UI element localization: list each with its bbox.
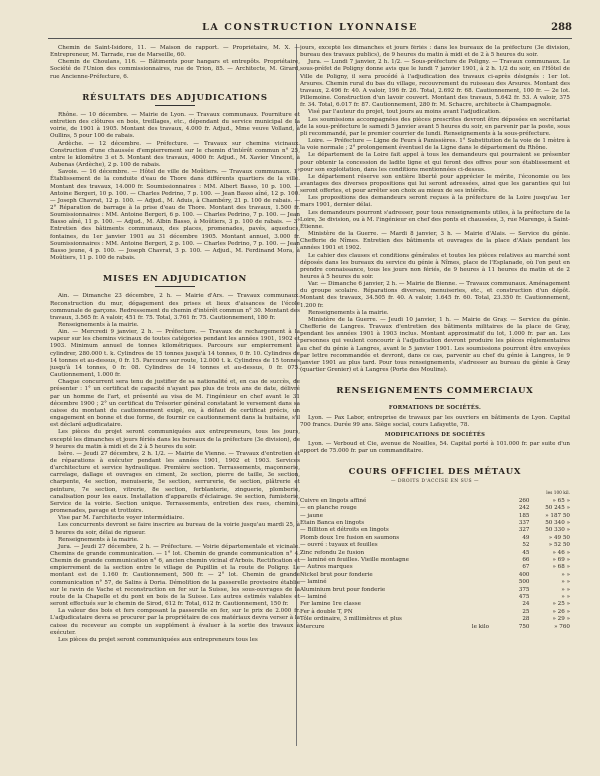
metaux-label-cell: Tôle ordinaire, 3 millimètres et plus: [300, 616, 402, 623]
notice-paragraph: Ministère de la Guerre. — Jeudi 10 janvier, 1 h. — Mairie de Gray. — Service du génie. Chefferie de Langres. Travaux d'entretien des bâtiments militaires de la place de Gray, pendant les années 1901 à 1903 inclus. Montant approximatif du lot, 1.000 fr. par an. Les personnes qui veulent concourir à l'adjudication devront produire les pièces réglementaires au chef du génie à Langres, avant le 5 janvier 1901. Les soumissions pourront être envoyées par lettre recommandée et devront, dans ce cas, parvenir au chef du génie à Langres, le 9 janvier 1901 au plus tard. Pour tous renseignements, s'adresser au bureau du génie à Gray (quartier Grenier) et à Langres (Porte des Moulins).: [300, 316, 570, 374]
metaux-fr-cell: » 69 »: [552, 557, 570, 563]
metaux-row: [300, 572, 570, 579]
metaux-fr-cell: 50 340 »: [545, 519, 570, 526]
metaux-unit-cell: le kilo: [471, 623, 489, 630]
section-separator: [155, 105, 195, 106]
metaux-fr-cell: » »: [561, 571, 570, 578]
metaux-unit-cell: [462, 564, 489, 571]
notice-paragraph: Le cahier des clauses et conditions générales et toutes les pièces relatives au marché sont déposés dans les bureaux du service du génie à Nîmes, place de l'Esplanade, où l'on peut en prendre connaissance, tous les jours non fériés, de 9 heures à 11 heures du matin et de 2 heures à 5 heures du soir.: [300, 252, 570, 280]
metaux-row: [300, 587, 570, 594]
metaux-unit-cell: [462, 535, 489, 542]
metaux-val-cell: 185: [518, 512, 530, 519]
mise-item: Ain. — Dimanche 23 décembre, 2 h. — Mairie d'Ars. — Travaux communaux. Reconstruction du mur, dégagement des prises et lieux d'aisances de l'école communale de garçons. Redressement du chemin d'intérêt commun n° 30. Montant des travaux, 3.565 fr. A valoir, 451 fr. 75. Total, 3.761 fr. 75. Cautionnement, 180 fr.: [50, 293, 300, 321]
metaux-val-cell: 24: [522, 601, 530, 608]
notice-paragraph: Les demandeurs pourront s'adresser, pour tous renseignements utiles, à la préfecture de la Loire, 3e division, ou à M. l'ingénieur en chef des ponts et chaussées, 3, rue Marengo, à Saint-Étienne.: [300, 209, 570, 230]
metaux-label-cell: Zinc refondu 2e fusion: [300, 549, 365, 556]
metaux-fr-cell: 50 245 »: [545, 505, 570, 512]
metaux-label-cell: — Autres marques: [300, 564, 353, 571]
resultat-item: Savoie. — 16 décembre. — Hôtel de ville de Moûtiers. — Travaux communaux. 1° Établissement de la conduite d'eau de Thore dans différents quartiers de la ville. Montant des travaux, 14.000 fr. Soumissionnaires : MM. Albert Basso, 10 p. 100. — Antoine Bergeri, 10 p. 100. — Charles Pedrino, 7 p. 100. — Jean Basso aîné, 12 p. 100. — Joseph Chavrat, 12 p. 100. — Adjud., M. Aduis, à Chambéry, 21 p. 100 de rabais. — 2° Réparation de barrage à la prise d'eau de Thore. Montant des travaux, 1.500 fr. Soumissionnaires : MM. Antoine Bergeri, 6 p. 100. — Charles Pedrino, 7 p. 100. — Jean Basso aîné, 11 p. 100. — Adjud., M. Albin Basso, à Moûtiers, 3 p. 100 de rabais. — 3° Entretien des bâtiments communaux, des places, promenades, pavés, aqueducs, fontaines, du 1er janvier 1901 au 31 décembre 1905. Montant annuel, 3.000 fr. Soumissionnaires : MM. Antoine Bergeri, 2 p. 100. — Charles Pedrino, 7 p. 100. — Jean Basso jeune, 4 p. 100. — Joseph Chavrat, 3 p. 100. — Adjud., M. Ferdinand Mora, à Moûtiers, 11 p. 100 de rabais.: [50, 169, 300, 262]
metaux-subheading: — DROITS D'ACCISE EN SUS —: [390, 479, 479, 485]
metaux-row: [300, 527, 570, 534]
metaux-label-cell: Fer à double T, PN: [300, 608, 353, 615]
intro-paragraph: Chemin de Choulans, 116. — Bâtiments pour hangars et entrepôts. Propriétaire, Société de l'Union des commissionnaires, rue de Trion, 85. — Architecte, M. Girard, rue Ancienne-Préfecture, 6.: [50, 59, 300, 80]
metaux-heading: COURS OFFICIEL DES MÉTAUX: [348, 467, 522, 478]
header-rule: [48, 38, 572, 39]
metaux-row: [300, 498, 570, 505]
metaux-label-cell: — laminé: [300, 594, 327, 601]
metaux-row: [300, 542, 570, 549]
metaux-val-cell: 475: [518, 594, 530, 601]
metaux-row: [300, 564, 570, 571]
metaux-val-cell: 28: [522, 616, 530, 623]
metaux-val-cell: 49: [522, 534, 530, 541]
metaux-fr-cell: » 49 50: [548, 534, 570, 541]
metaux-fr-cell: » 68 »: [552, 564, 570, 571]
notice-paragraph: Loire. — Préfecture — Ligne de Feurs à Panissières. 1° Substitution de la voie de 1 mètre à la voie normale ; 2° prolongement éventuel de la Ligne dans le département du Rhône.: [300, 138, 570, 152]
metaux-unit-cell: [462, 572, 489, 579]
mise-item: La valeur des bois et fers composant la passerelle en fer, sur le prix de 2.000 fr. L'adjudicataire devra se procurer par la propriétaire de ces matériaux devra verser à la caisse du receveur au compte un supplément à évaluer à la sortie des travaux à exécuter.: [50, 608, 300, 636]
metaux-label-cell: — en planche rouge: [300, 505, 357, 512]
metaux-unit-cell: [462, 520, 489, 527]
metaux-row: [300, 594, 570, 601]
metaux-fr-cell: » 760: [554, 623, 570, 630]
notice-paragraph: Les soumissions accompagnées des pièces prescrites devront être déposées en secrétariat de la sous-préfecture le samedi 5 janvier avant 5 heures du soir, en parvenir par la poste, sous pli recommandé, par le premier courrier de lundi. Renseignements à la sous-préfecture.: [300, 116, 570, 137]
continuation-paragraph: jours, excepté les dimanches et jours fériés : dans les bureaux de la préfecture (3e division, bureau des travaux publics), de 9 heures du matin à midi et de 2 à 5 heures du soir.: [300, 45, 570, 59]
resultat-item: Rhône. — 10 décembre. — Mairie de Lyon. — Travaux communaux. Fourniture et entretien des clôtures en bois, treillages, etc., dépendant du service municipal de la voirie, de 1901 à 1905. Montant des travaux, 4.000 fr. Adjud., Mme veuve Volland, à Oullins, 5 pour 100 de rabais.: [50, 111, 300, 140]
notice-paragraph: Le département de la Loire fait appel à tous les demandeurs qui pourraient se présenter pour obtenir la concession de ladite ligne et qui feront des offres pour son établissement et pour son exploitation, dans les conditions mentionnées ci-dessus.: [300, 152, 570, 173]
metaux-fr-cell: 50 330 »: [545, 527, 570, 534]
metaux-label-cell: — laminé en feuilles. Vieille montagne: [300, 557, 409, 563]
metaux-fr-cell: » 46 »: [552, 549, 570, 556]
section-separator: [155, 286, 195, 287]
metaux-val-cell: 52: [522, 542, 530, 549]
mise-item: Renseignements à la mairie.: [58, 322, 139, 328]
metaux-label-cell: Plomb doux 1re fusion en saumons: [300, 534, 400, 541]
metaux-val-cell: 25: [522, 608, 530, 615]
metaux-row: [300, 505, 570, 512]
metaux-val-cell: 327: [518, 527, 530, 534]
metaux-label-cell: — Billiton et détroits en lingots: [300, 527, 389, 534]
mise-item: Vise par M. l'architecte voyer intermédiaire.: [58, 515, 185, 522]
metaux-unit-cell: [462, 498, 489, 505]
notice-paragraph: Le département réserve son entière liberté pour apprécier le mérite, l'économie ou les avantages des diverses propositions qui lui seront adressées, ainsi que les garanties qui lui seront offertes, et pour arrêter son choix au mieux de ses intérêts.: [300, 173, 570, 195]
metaux-unit-cell: [462, 550, 489, 557]
mise-item: Renseignements à la mairie.: [58, 536, 139, 543]
mises-heading: MISES EN ADJUDICATION: [102, 274, 248, 285]
metaux-fr-cell: » 52 50: [548, 542, 570, 549]
mise-item: Ain. — Mercredi 9 janvier, 2 h. — Préfecture. — Travaux de rechargement à la vapeur sur les chemins vicinaux de toutes catégories pendant les années 1901, 1902 et 1903. Minimum annuel de tonnes kilométriques. Parcours sur empierrement à cylindrer, 280.000 t. k. Cylindres de 15 tonnes jusqu'à 14 tonnes, 0 fr. 10. Cylindres de 14 tonnes et au-dessus, 0 fr. 15. Parcours sur route, 12.000 t. k. Cylindres de 15 tonnes jusqu'à 14 tonnes, 0 fr. 08. Cylindres de 14 tonnes et au-dessus, 0 fr. 075. Cautionnement, 1.000 fr.: [50, 329, 300, 379]
right-column: [300, 45, 570, 756]
metaux-unit-cell: [462, 557, 489, 564]
mise-item: Les pièces du projet seront communiquées aux entrepreneurs tous les: [58, 636, 258, 643]
notice-paragraph: Var. — Dimanche 6 janvier, 2 h. — Mairie de Bienne. — Travaux communaux. Aménagement du groupe scolaire. Réparations diverses, menuiseries, etc., et construction d'un dépôt. Montant des travaux, 34.505 fr. 40. A valoir, 1.645 fr. 60. Total, 23.350 fr. Cautionnement, 1.200 fr.: [300, 281, 570, 309]
metaux-fr-cell: » »: [561, 594, 570, 601]
metaux-fr-cell: » 26 »: [552, 608, 570, 615]
notice-paragraph: Jura. — Lundi 7 janvier, 2 h. 1/2. — Sous-préfecture de Poligny. — Travaux communaux. Le sous-préfet de Poligny donne avis que le lundi 7 janvier 1901, à 2 h. 1/2 du soir, en l'Hôtel de Ville de Poligny, il sera procédé à l'adjudication des travaux ci-après désignés : 1er lot. Arsures. Chemin rural du bas du village, recouvrement du ruisseau des Arsures. Montant des travaux, 2.496 fr. 40. A valoir, 196 fr. 26. Total, 2.692 fr. 68. Cautionnement, 100 fr. — 2e lot. Pillemoine. Construction d'un lavoir couvert. Montant des travaux, 5.642 fr. 53. A valoir, 375 fr. 34. Total, 6.017 fr. 87. Cautionnement, 280 fr. M. Schacre, architecte à Champagnole.: [300, 59, 570, 109]
metaux-fr-cell: » 25 »: [552, 601, 570, 608]
mise-item: Isère. — Jeudi 27 décembre, 2 h. 1/2. — Mairie de Vienne. — Travaux d'entretien et de réparations à exécuter pendant les années 1901, 1902 et 1903. Services d'architecture et service hydraulique. Première section. Terrassements, maçonnerie, carrelage, dallage et ouvrages en ciment, 2e section, pierre de taille, 3e section, charpente, 4e section, menuiserie, 5e section, serrurerie, 6e section, plâtrerie et peinture, 7e section, vitrerie, 8e section, ferblanterie, zinguerie, plomberie, canalisation pour les eaux. Installation d'appareils d'éclairage. 9e section, fumisterie, Service de la voirie. Section unique. Terrassements, entretien des rues, chemins, promenades, pavage et trottoirs.: [50, 450, 300, 515]
mise-item: Les pièces du projet seront communiquées aux entrepreneurs, tous les jours, excepté les dimanches et jours fériés dans les bureaux de la préfecture (3e division), de 9 heures du matin à midi et de 2 à 5 heures du soir.: [50, 429, 300, 450]
modifications-heading: MODIFICATIONS DE SOCIÉTÉS: [384, 431, 486, 438]
metaux-table: [300, 498, 570, 631]
resultat-item: Ardèche. — 12 décembre. — Préfecture. — Travaux sur chemins vicinaux. Construction d'une chaussée d'empierrement sur le chemin d'intérêt commun n° 25, entre le kilomètre 3 et 5. Montant des travaux, 4000 fr. Adjud., M. Xavier Vincent, à Aubenas (Ardèche), 2 p. 100 de rabais.: [50, 140, 300, 169]
metaux-unit-cell: [462, 609, 489, 616]
metaux-fr-cell: » »: [561, 579, 570, 586]
metaux-label-cell: — ouvré : tuyaux et feuilles: [300, 542, 378, 549]
metaux-row: [300, 550, 570, 557]
metaux-label-cell: — jaune: [300, 512, 323, 519]
metaux-unit-cell: [462, 616, 489, 623]
modification-item: Lyon. — Verboud et Cie, avenue de Noailles, 54. Capital porté à 101.000 fr. par suite d'un apport de 75.000 fr. par un commanditaire.: [300, 440, 570, 455]
intro-paragraph: Chemin de Saint-Isidore, 11. — Maison de rapport. — Propriétaire, M. X. — Entrepreneur, M. Tarrade, rue de Marseille, 60.: [50, 45, 300, 59]
metaux-unit-cell: [462, 601, 489, 608]
metaux-val-cell: 500: [518, 579, 530, 586]
metaux-fr-cell: » »: [561, 586, 570, 593]
metaux-val-cell: 400: [518, 571, 530, 578]
page-header: [48, 22, 572, 38]
metaux-label-cell: Nickel brut pour fonderie: [300, 571, 373, 578]
metaux-row: [300, 557, 570, 564]
metaux-unit-label: les 100 kil.: [546, 490, 570, 496]
metaux-unit-cell: [462, 594, 489, 601]
metaux-row: [300, 579, 570, 586]
metaux-fr-cell: » 29 »: [552, 616, 570, 623]
metaux-val-cell: 45: [522, 549, 530, 556]
mise-item: Les concurrents devront se faire inscrire au bureau de la voirie jusqu'au mardi 25, à 5 heures du soir, délai de rigueur.: [50, 522, 300, 536]
page-number: 288: [551, 22, 572, 33]
metaux-val-cell: 375: [518, 586, 530, 593]
metaux-val-cell: 260: [518, 497, 530, 504]
metaux-row: [300, 624, 570, 631]
journal-title: LA CONSTRUCTION LYONNAISE: [202, 22, 418, 33]
metaux-unit-cell: [462, 579, 489, 586]
metaux-unit-cell: [462, 513, 489, 520]
formations-heading: FORMATIONS DE SOCIÉTÉS.: [388, 405, 482, 412]
metaux-val-cell: 242: [518, 505, 530, 512]
metaux-label-cell: Fer lamine 1re classe: [300, 601, 361, 608]
section-separator: [415, 398, 455, 399]
mise-item: Jura. — Jeudi 27 décembre, 2 h. — Préfecture. — Voirie départementale et vicinale. Chemins de grande communication. — 1° lot. Chemin de grande communication n° 4. Chemin de grande communication n° 6, ancien chemin vicinal d'Arbois. Rectification et empierrement de la section entre le village de Pupillin et la route de Poligny. Le montant est de 1.160 fr. Cautionnement, 500 fr. — 2° lot. Chemin de grande communication n° 57, de Salins à Doria. Démolition de la passerelle provisoire établie sur le ravin de Vache et reconstruction en fer sur la Suisse, les sous-ouvrages de la route de la Chapelle et du pont en bois de la Suisse. Les autres estimés valables et seront effectués sur le chemin de Sirod, 612 fr. Total, 612 fr. Cautionnement, 150 fr.: [50, 543, 300, 608]
formation-item: Lyon. — Pax Labor, entreprise de travaux par les ouvriers en bâtiments de Lyon. Capital 700 francs. Durée 99 ans. Siège social, cours Lafayette, 78.: [300, 414, 570, 428]
metaux-unit-cell: [462, 527, 489, 534]
metaux-unit-cell: [462, 505, 489, 512]
metaux-unit-cell: [462, 587, 489, 594]
metaux-val-cell: 66: [522, 557, 530, 563]
metaux-row: [300, 601, 570, 608]
resultats-heading: RÉSULTATS DES ADJUDICATIONS: [82, 92, 268, 103]
metaux-fr-cell: » 187 50: [545, 512, 570, 519]
notice-paragraph: Renseignements à la mairie.: [308, 309, 389, 316]
metaux-val-cell: 67: [522, 564, 530, 571]
renseignements-heading: RENSEIGNEMENTS COMMERCIAUX: [336, 386, 534, 397]
metaux-val-cell: 337: [518, 519, 530, 526]
metaux-unit-cell: [462, 542, 489, 549]
mise-item: Chaque concurrent sera tenu de justifier de sa nationalité et, en cas de succès, de présenter : 1° un certificat de capacité n'ayant pas plus de trois ans de date, délivré par un homme de l'art, et présenté au visa de M. l'ingénieur en chef avant le 31 décembre 1900 ; 2° un certificat du Trésorier général constatant le versement dans sa caisse du montant du cautionnement exigé, ou, à défaut de certificat précis, un engagement en bonne et due forme, de fournir ce cautionnement dans la huitaine, s'il est déclaré adjudicataire.: [50, 379, 300, 429]
left-column: [50, 45, 300, 756]
metaux-row: [300, 616, 570, 623]
metaux-val-cell: 750: [518, 623, 530, 630]
metaux-fr-cell: » 65 »: [552, 497, 570, 504]
metaux-row: [300, 513, 570, 520]
metaux-label-cell: Mercure: [300, 623, 325, 630]
notice-paragraph: Ministère de la Guerre. — Mardi 8 janvier, 3 h. — Mairie d'Alais. — Service du génie. Chefferie de Nîmes. Entretien des bâtiments et ouvrages de la place d'Alais pendant les années 1901 et 1902.: [300, 231, 570, 252]
notice-paragraph: Visé par l'auteur du projet, tout jours au moins avant l'adjudication.: [308, 109, 501, 116]
metaux-label-cell: — laminé: [300, 579, 327, 586]
metaux-label-cell: Cuivre en lingots affiné: [300, 497, 367, 504]
metaux-label-cell: Etain Banca en lingots: [300, 519, 365, 526]
notice-paragraph: Les propositions des demandeurs seront reçues à la préfecture de la Loire jusqu'au 1er mars 1901, dernier délai.: [300, 195, 570, 209]
metaux-label-cell: Aluminium brut pour fonderie: [300, 586, 386, 593]
